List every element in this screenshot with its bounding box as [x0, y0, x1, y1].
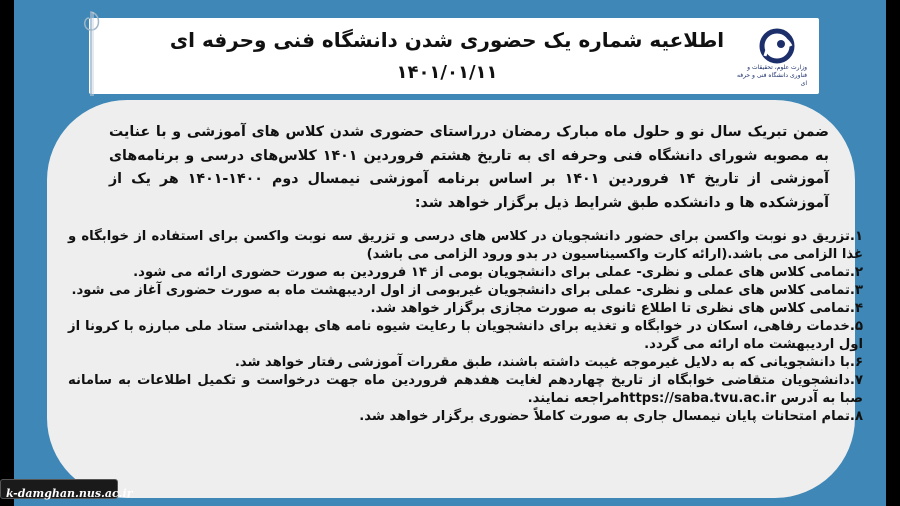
list-item: ۲.تمامی کلاس های عملی و نظری- عملی برای دانشجویان بومی از ۱۴ فروردین به صورت حضوری ارائه می شود.: [133, 265, 863, 280]
list-item: ۳.تمامی کلاس های عملی و نظری- عملی برای دانشجویان غیربومی از اول اردیبهشت ماه به صورت حضوری آغاز می شود.: [71, 283, 863, 298]
list-item: ۴.تمامی کلاس های نظری تا اطلاع ثانوی به صورت مجازی برگزار خواهد شد.: [370, 301, 863, 316]
announcement-date: ۱۴۰۱/۰۱/۱۱: [396, 62, 498, 83]
intro-paragraph: ضمن تبریک سال نو و حلول ماه مبارک رمضان درراستای حضوری شدن کلاس های آموزشی و با عنایت به مصوبه شورای دانشگاه فنی وحرفه ای به تاریخ هشتم فروردین ۱۴۰۱ کلاس‌های درسی و برنامه‌های آموزشی از تاریخ ۱۴ فروردین ۱۴۰۱ بر اساس برنامه آموزشی نیمسال دوم ۱۴۰۰-۱۴۰۱ هر یک از آموزشکده ها و دانشکده طبق شرایط ذیل برگزار خواهد شد:: [109, 124, 829, 211]
conditions-list: [68, 228, 863, 426]
list-item: ۷.دانشجویان متقاضی خوابگاه از تاریخ چهاردهم لغایت هفدهم فروردین ماه جهت درخواست و تکمیل اطلاعات به سامانه صبا به آدرس https://saba.tvu.ac.irمراجعه نمایند.: [68, 373, 863, 406]
list-item: ۵.خدمات رفاهی، اسکان در خوابگاه و تغذیه برای دانشجویان با رعایت شیوه نامه های بهداشتی ستاد ملی مبارزه با کرونا از اول اردیبهشت ماه ارائه می گردد.: [68, 319, 863, 352]
header-card: [89, 18, 819, 94]
list-item: ۶.با دانشجویانی که به دلایل غیرموجه غیبت داشته باشند، طبق مقررات آموزشی رفتار خواهد شد.: [234, 355, 863, 370]
list-item: ۱.تزریق دو نوبت واکسن برای حضور دانشجویان در کلاس های درسی و تزریق سه نوبت واکسن برای استفاده از خوابگاه و غذا الزامی می باشد.(ارائه کارت واکسیناسیون در بدو ورود الزامی می باشد): [68, 229, 863, 262]
slide-background: [14, 0, 886, 506]
university-logo-caption: وزارت علوم، تحقیقات و فناوری دانشگاه فنی و حرفه ای: [737, 64, 807, 87]
announcement-title: اطلاعیه شماره یک حضوری شدن دانشگاه فنی وحرفه ای: [169, 28, 725, 52]
site-watermark-badge[interactable]: [0, 479, 133, 500]
site-url-text: k-damghan.nus.ac.ir: [6, 487, 133, 500]
list-item: ۸.تمام امتحانات پایان نیمسال جاری به صورت کاملاً حضوری برگزار خواهد شد.: [359, 409, 863, 424]
scroll-curl-decoration: [83, 8, 105, 100]
